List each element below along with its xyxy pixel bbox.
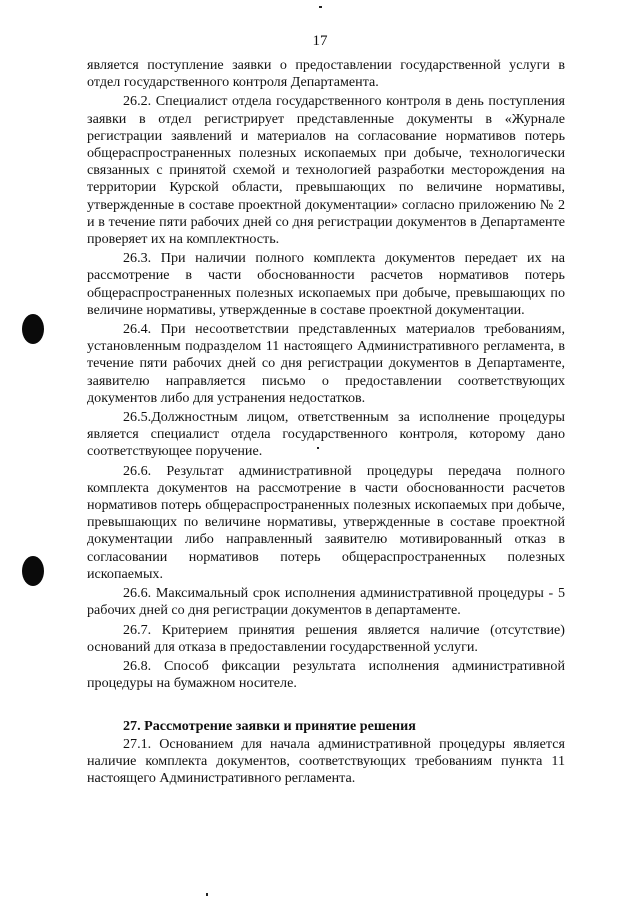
paragraph-26-5: 26.5.Должностным лицом, ответственным за исполнение процедуры является специалист отдела государственного контроля, которому дано соответствующее поручение. xyxy=(87,409,565,460)
paragraph-26-2: 26.2. Специалист отдела государственного контроля в день поступления заявки в отдел регистрирует представленные документы в «Журнале регистрации заявлений и материалов на согласование нормативов потерь общераспространенных полезных ископаемых при добыче, технологически связанных с принятой схемой и технологией разработки месторождения на территории Курской области, превышающих по величине нормативы, утвержденные в составе проектной документации» согласно приложению № 2 и в течение пяти рабочих дней со дня регистрации документов в Департаменте проверяет их на комплектность. xyxy=(87,93,565,248)
scan-mark xyxy=(206,893,208,896)
paragraph-26-7: 26.7. Критерием принятия решения является наличие (отсутствие) оснований для отказа в предоставлении государственной услуги. xyxy=(87,621,565,655)
paragraph-26-6-term: 26.6. Максимальный срок исполнения административной процедуры - 5 рабочих дней со дня регистрации документов в департаменте. xyxy=(87,585,565,619)
page-number: 17 xyxy=(312,33,328,49)
paragraph-continuation: является поступление заявки о предоставлении государственной услуги в отдел государственного контроля Департамента. xyxy=(87,57,565,91)
punch-hole xyxy=(22,556,44,586)
section-heading: 27. Рассмотрение заявки и принятие решения xyxy=(123,718,416,735)
paragraph-26-3: 26.3. При наличии полного комплекта документов передает их на рассмотрение в части обоснованности расчетов нормативов потерь общераспространенных полезных ископаемых при добыче, превышающих по величине нормативы, утвержденные в составе проектной документации. xyxy=(87,250,565,318)
punch-hole xyxy=(22,314,44,344)
paragraph-26-8: 26.8. Способ фиксации результата исполнения административной процедуры на бумажном носителе. xyxy=(87,657,565,692)
document-body xyxy=(87,57,565,787)
paragraph-27-1: 27.1. Основанием для начала административной процедуры является наличие комплекта документов, соответствующих требованиям пункта 11 настоящего Административного регламента. xyxy=(87,735,565,786)
scan-mark xyxy=(319,6,322,8)
paragraph-26-6-result: 26.6. Результат административной процедуры передача полного комплекта документов на рассмотрение в части обоснованности расчетов нормативов потерь общераспространенных полезных ископаемых при добыче, превышающих по величине нормативы, утвержденные в составе проектной документации либо направленный заявителю мотивированный отказ в согласовании нормативов потерь общераспространенных полезных ископаемых. xyxy=(87,462,565,582)
paragraph-26-4: 26.4. При несоответствии представленных материалов требованиям, установленным подразделом 11 настоящего Административного регламента, в течение пяти рабочих дней со дня регистрации документов в Департаменте, заявителю направляется письмо о предоставлении соответствующих документов либо для устранения недостатков. xyxy=(87,321,565,406)
